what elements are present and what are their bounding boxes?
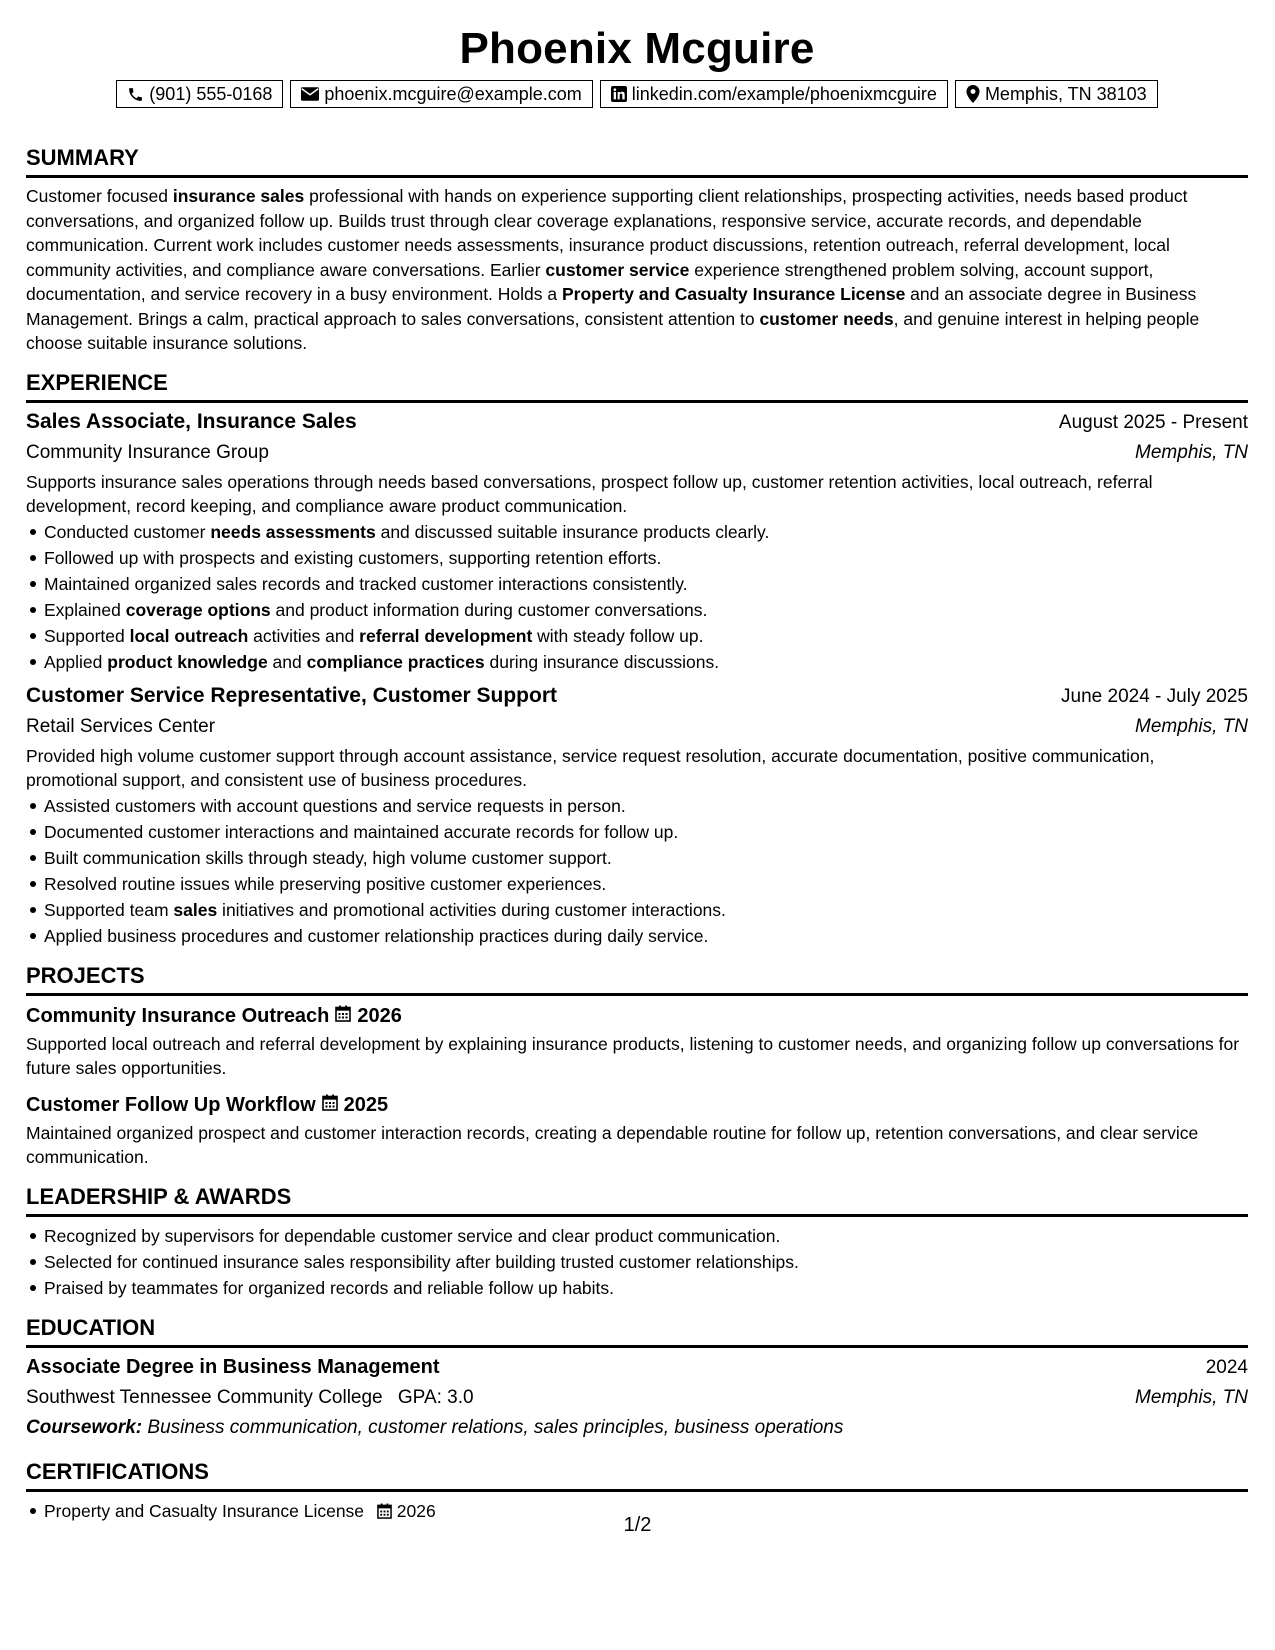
section-title-education: EDUCATION [26,1315,1248,1348]
project-description: Maintained organized prospect and customer interaction records, creating a dependable routine for follow up, retention conversations, and clear service communication. [26,1122,1199,1167]
text-run: with steady follow up. [532,625,704,646]
text-run: Applied business procedures and customer relationship practices during daily service. [44,925,709,946]
envelope-icon [301,87,319,101]
project-description: Supported local outreach and referral development by explaining insurance products, listening to customer needs, and organizing follow up conversations for future sales opportunities. [26,1033,1240,1078]
text-run: initiatives and promotional activities during customer interactions. [217,899,726,920]
certification-name: Property and Casualty Insurance License [44,1500,365,1521]
text-run: and product information during customer conversations. [270,599,708,620]
text-run: Assisted customers with account questions and service requests in person. [44,795,626,816]
calendar-icon [335,1002,351,1030]
list-item [44,623,1248,649]
calendar-icon [322,1091,338,1119]
list-item: Selected for continued insurance sales responsibility after building trusted customer relationships. [44,1249,1248,1275]
job-description: Provided high volume customer support through account assistance, service request resolution, accurate documentation, positive communication, promotional support, and consistent use of business procedures. [26,745,1155,790]
coursework [26,1413,1248,1443]
project-entry [26,1002,1248,1081]
phone-text: (901) 555-0168 [149,83,273,104]
text-run: Followed up with prospects and existing customers, supporting retention efforts. [44,547,662,568]
job-location: Memphis, TN [1135,441,1248,463]
education-section [26,1315,1248,1443]
phone-icon [127,86,144,103]
text-run: activities and [248,625,360,646]
text-run: Supported team [44,899,174,920]
bold-text: compliance practices [306,651,485,672]
linkedin-icon [611,86,627,102]
job-title: Customer Service Representative, Customer Support [26,683,557,707]
school-name: Southwest Tennessee Community College [26,1386,383,1408]
contact-phone[interactable] [116,80,283,108]
leadership-list [26,1223,1248,1301]
bold-text: sales [173,899,218,920]
education-location: Memphis, TN [1135,1386,1248,1408]
contact-location [955,80,1158,108]
project-title: Community Insurance Outreach [26,1004,330,1027]
text-run: Customer focused [26,186,173,206]
company-name: Community Insurance Group [26,441,269,463]
email-text: phoenix.mcguire@example.com [324,83,582,104]
text-run: Explained [44,599,126,620]
project-title: Customer Follow Up Workflow [26,1093,316,1116]
project-year: 2025 [343,1093,389,1116]
linkedin-text: linkedin.com/example/phoenixmcguire [631,83,937,104]
certification-year: 2026 [396,1500,436,1521]
list-item: Recognized by supervisors for dependable customer service and clear product communication. [44,1223,1248,1249]
contact-linkedin[interactable] [600,80,948,108]
candidate-name: Phoenix Mcguire [459,24,815,73]
job-entry [26,681,1248,949]
experience-section [26,370,1248,949]
section-title-certifications: CERTIFICATIONS [26,1459,1248,1492]
bold-text: local outreach [129,625,249,646]
section-title-experience: EXPERIENCE [26,370,1248,403]
bold-text: referral development [359,625,533,646]
bold-text: coverage options [125,599,271,620]
job-description: Supports insurance sales operations through needs based conversations, prospect follow up, customer retention activities, local outreach, referral development, record keeping, and compliance aware product communication. [26,471,1153,516]
degree-title: Associate Degree in Business Management [26,1355,440,1378]
section-title-summary: SUMMARY [26,145,1248,178]
list-item [44,571,1248,597]
list-item [44,519,1248,545]
text-run: , and genuine interest in helping people choose suitable insurance solutions. [26,308,1200,353]
text-run: and discussed suitable insurance products clearly. [375,521,770,542]
job-entry [26,407,1248,675]
coursework-text: Business communication, customer relations, sales principles, business operations [147,1416,844,1438]
list-item [44,649,1248,675]
job-bullets [26,793,1248,949]
list-item: Praised by teammates for organized records and reliable follow up habits. [44,1275,1248,1301]
list-item [44,597,1248,623]
text-run: Supported [44,625,130,646]
bold-text: product knowledge [107,651,268,672]
text-run: experience strengthened problem solving, account support, documentation, and service recovery in a busy environment. Holds a [26,259,1154,304]
bold-text: Property and Casualty Insurance License [561,284,906,304]
contact-bar [26,80,1248,108]
contact-email[interactable] [290,80,592,108]
list-item [44,793,1248,819]
coursework-label: Coursework: [26,1416,143,1438]
summary-text [26,184,1248,356]
section-title-projects: PROJECTS [26,963,1248,996]
page-number: 1/2 [623,1514,652,1536]
list-item [44,871,1248,897]
text-run: Maintained organized sales records and tracked customer interactions consistently. [44,573,688,594]
gpa: GPA: 3.0 [397,1386,474,1408]
section-title-leadership: LEADERSHIP & AWARDS [26,1184,1248,1217]
list-item [44,819,1248,845]
list-item [44,845,1248,871]
text-run: during insurance discussions. [484,651,720,672]
text-run: professional with hands on experience supporting client relationships, prospecting activities, needs based product conversations, and organized follow up. Builds trust through clear coverage explanations, responsive service, accurate records, and dependable communication. Current work includes customer needs assessments, insurance product discussions, retention outreach, referral development, local community activities, and compliance aware conversations. Earlier [26,186,1188,280]
text-run: Built communication skills through steady, high volume customer support. [44,847,612,868]
project-entry [26,1091,1248,1170]
bold-text: needs assessments [210,521,376,542]
list-item [44,545,1248,571]
bold-text: insurance sales [172,186,305,206]
bold-text: customer needs [759,308,894,329]
resume-page [26,0,1248,1526]
list-item [44,923,1248,949]
projects-section [26,963,1248,1170]
job-dates: August 2025 - Present [1058,411,1248,433]
text-run: and [267,651,307,672]
bold-text: customer service [545,259,690,280]
education-year: 2024 [1205,1356,1248,1378]
map-marker-icon [966,85,980,103]
job-bullets [26,519,1248,675]
text-run: Conducted customer [44,521,211,542]
job-dates: June 2024 - July 2025 [1061,685,1248,707]
text-run: Applied [44,651,108,672]
list-item [44,897,1248,923]
summary-section [26,145,1248,356]
leadership-section [26,1184,1248,1301]
project-year: 2026 [357,1004,402,1027]
job-location: Memphis, TN [1135,715,1248,737]
text-run: Resolved routine issues while preserving positive customer experiences. [44,873,607,894]
job-title: Sales Associate, Insurance Sales [26,409,357,433]
text-run: Documented customer interactions and maintained accurate records for follow up. [44,821,679,842]
text-run: and an associate degree in Business Management. Brings a calm, practical approach to sales conversations, consistent attention to [26,284,1197,329]
company-name: Retail Services Center [26,715,216,737]
location-text: Memphis, TN 38103 [984,83,1147,104]
